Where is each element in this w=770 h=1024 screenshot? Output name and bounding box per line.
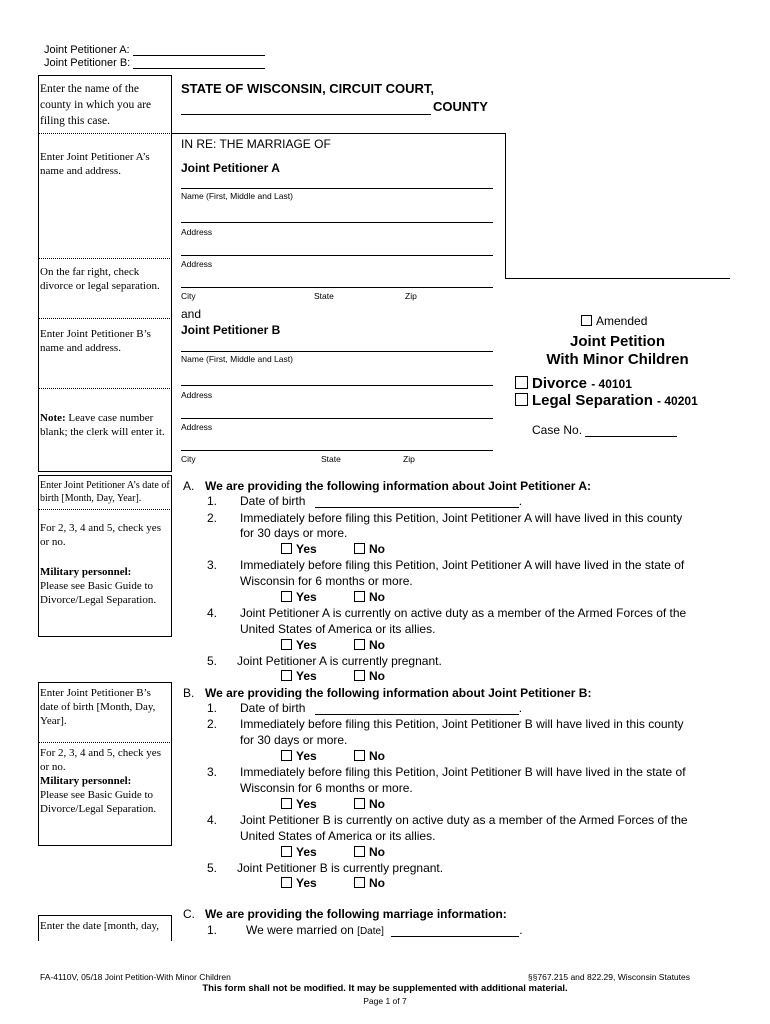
sectionA-item2-line1: Immediately before filing this Petition, Joint Petitioner A will have lived in this county: [240, 511, 683, 525]
no-checkbox[interactable]: [354, 591, 365, 602]
petB-state-label: State: [321, 454, 341, 464]
sectionB-item3-line2: Wisconsin for 6 months or more.: [240, 781, 413, 795]
caption-right-rule: [505, 278, 730, 279]
in-re-label: IN RE: THE MARRIAGE OF: [181, 137, 331, 151]
case-note: [40, 411, 170, 439]
sectionA-item4-num: 4.: [207, 606, 218, 620]
yes-label: Yes: [296, 669, 317, 683]
sectionC-heading: We are providing the following marriage information:: [205, 907, 507, 921]
petA-name-note: Enter Joint Petitioner A’s name and address.: [40, 151, 150, 177]
date-note: Enter the date [month, day,: [40, 920, 160, 932]
amended-checkbox[interactable]: [581, 315, 592, 326]
divorce-code: - 40101: [591, 377, 632, 391]
petA-address1-field[interactable]: [181, 222, 493, 223]
sectionB-item5-num: 5.: [207, 861, 218, 875]
county-note: Enter the name of the county in which you are filing this case.: [40, 83, 152, 127]
petA-military-bold: Military personnel:: [40, 566, 132, 578]
yes-label: Yes: [296, 590, 317, 604]
no-label: No: [369, 876, 385, 890]
form-title-line2: With Minor Children: [546, 351, 689, 368]
yes-checkbox[interactable]: [281, 670, 292, 681]
sectionB-letter: B.: [183, 686, 195, 700]
county-field-line[interactable]: [181, 114, 431, 115]
footer-notice: This form shall not be modified. It may be supplemented with additional material.: [202, 983, 568, 994]
amended-option[interactable]: [581, 314, 647, 328]
legal-separation-option[interactable]: [515, 392, 698, 409]
sectionB-dob-field[interactable]: [315, 703, 519, 715]
sectionA-item4-yes[interactable]: [281, 638, 317, 652]
header-petitioner-a: [44, 44, 265, 56]
sectionB-item3-yes[interactable]: [281, 797, 317, 811]
divorce-checkbox[interactable]: [515, 376, 528, 389]
yes-label: Yes: [296, 749, 317, 763]
header-petitioner-a-field[interactable]: [133, 45, 265, 56]
case-no-field[interactable]: [585, 426, 677, 437]
sectionA-letter: A.: [183, 479, 195, 493]
sectionB-item3-line1: Immediately before filing this Petition, Joint Petitioner B will have lived in the state of: [240, 765, 686, 779]
sectionB-item5-no[interactable]: [354, 876, 385, 890]
petB-dob-note: Enter Joint Petitioner B’s date of birth [Month, Day, Year].: [40, 687, 156, 727]
petA-name-label: Name (First, Middle and Last): [181, 191, 293, 201]
sectionB-item2-no[interactable]: [354, 749, 385, 763]
case-no: [532, 423, 677, 437]
court-title: STATE OF WISCONSIN, CIRCUIT COURT,: [181, 81, 435, 96]
case-note-text: Leave case number blank; the clerk will enter it.: [40, 412, 165, 438]
sectionB-item2-yes[interactable]: [281, 749, 317, 763]
sectionC-item1-num: 1.: [207, 923, 218, 937]
sidebar-divider: [38, 133, 172, 134]
sectionA-item2-line2: for 30 days or more.: [240, 526, 348, 540]
sectionA-item2-num: 2.: [207, 511, 218, 525]
sectionB-item3-no[interactable]: [354, 797, 385, 811]
form-title-line1: Joint Petition: [570, 333, 665, 350]
petB-zip-label: Zip: [403, 454, 415, 464]
sectionB-item4-line2: United States of America or its allies.: [240, 829, 436, 843]
yes-label: Yes: [296, 542, 317, 556]
sectionA-item4-line1: Joint Petitioner A is currently on active duty as a member of the Armed Forces of the: [240, 606, 687, 620]
petB-city-label: City: [181, 454, 196, 464]
sectionC-married: We were married on [Date] .: [246, 923, 523, 937]
no-checkbox[interactable]: [354, 750, 365, 761]
county-label: COUNTY: [433, 99, 488, 114]
sidebar-divider: [38, 318, 172, 319]
no-checkbox[interactable]: [354, 670, 365, 681]
petA-address-divider: [181, 255, 493, 256]
amended-label: Amended: [596, 314, 648, 328]
sectionC-married-label: We were married on: [246, 923, 354, 937]
petA-address2-label: Address: [181, 259, 213, 269]
sectionA-item5-no[interactable]: [354, 669, 385, 683]
petB-address2-field[interactable]: [181, 450, 493, 451]
no-checkbox[interactable]: [354, 798, 365, 809]
sectionB-item2-line1: Immediately before filing this Petition, Joint Petitioner B will have lived in this county: [240, 717, 684, 731]
no-checkbox[interactable]: [354, 877, 365, 888]
header-petitioner-a-label: Joint Petitioner A:: [44, 44, 130, 56]
sectionA-dob-field[interactable]: [315, 496, 519, 508]
sectionA-item3-line1: Immediately before filing this Petition, Joint Petitioner A will have lived in the state of: [240, 558, 685, 572]
marriage-date-field[interactable]: [391, 925, 519, 937]
sidebar-divider: [38, 388, 172, 389]
petB-address1-label: Address: [181, 390, 213, 400]
sectionA-item5-yes[interactable]: [281, 669, 317, 683]
header-petitioner-b-label: Joint Petitioner B:: [44, 57, 131, 69]
sectionA-item2-yes[interactable]: [281, 542, 317, 556]
no-label: No: [369, 797, 385, 811]
sectionA-item5-line1: Joint Petitioner A is currently pregnant.: [237, 654, 442, 668]
sectionA-item3-num: 3.: [207, 558, 218, 572]
divorce-label: Divorce: [532, 375, 588, 392]
petA-state-label: State: [314, 291, 334, 301]
legal-separation-label: Legal Separation: [532, 392, 653, 409]
no-label: No: [369, 845, 385, 859]
yes-label: Yes: [296, 876, 317, 890]
petB-military-text: Please see Basic Guide to Divorce/Legal Separation.: [40, 789, 157, 815]
no-checkbox[interactable]: [354, 639, 365, 650]
sidebar-divider: [38, 742, 172, 743]
petA-military-note: [40, 565, 170, 607]
sectionC-date-hint: [Date]: [357, 926, 384, 937]
sectionB-item4-num: 4.: [207, 813, 218, 827]
petA-address2-field[interactable]: [181, 287, 493, 288]
sectionA-item1-num: 1.: [207, 494, 218, 508]
petB-name-field[interactable]: [181, 351, 493, 352]
petB-address2-label: Address: [181, 422, 213, 432]
petA-name-field[interactable]: [181, 188, 493, 189]
yes-label: Yes: [296, 797, 317, 811]
sectionB-item4-yes[interactable]: [281, 845, 317, 859]
petB-check-note: For 2, 3, 4 and 5, check yes or no.: [40, 747, 161, 773]
yes-checkbox[interactable]: [281, 543, 292, 554]
sectionC-letter: C.: [183, 907, 195, 921]
no-label: No: [369, 749, 385, 763]
sectionA-dob-label: Date of birth: [240, 494, 306, 508]
sectionB-dob-label: Date of birth: [240, 701, 306, 715]
sectionA-heading: We are providing the following information about Joint Petitioner A:: [205, 479, 591, 493]
caption-top-rule: [172, 133, 505, 134]
no-label: No: [369, 590, 385, 604]
petB-address1-field[interactable]: [181, 418, 493, 419]
sectionA-item4-no[interactable]: [354, 638, 385, 652]
sectionB-item2-num: 2.: [207, 717, 218, 731]
petA-military-text: Please see Basic Guide to Divorce/Legal Separation.: [40, 580, 157, 606]
petB-name-note: Enter Joint Petitioner B’s name and address.: [40, 328, 151, 354]
sectionB-item3-num: 3.: [207, 765, 218, 779]
petA-dob-note: Enter Joint Petitioner A’s date of birth [Month, Day, Year].: [40, 480, 170, 504]
petA-check-note: For 2, 3, 4 and 5, check yes or no.: [40, 522, 161, 548]
sidebar-divider: [38, 509, 172, 510]
yes-checkbox[interactable]: [281, 750, 292, 761]
petA-zip-label: Zip: [405, 291, 417, 301]
footer-page-number: Page 1 of 7: [363, 996, 407, 1006]
sectionB-item4-line1: Joint Petitioner B is currently on active duty as a member of the Armed Forces of the: [240, 813, 688, 827]
header-petitioner-b-field[interactable]: [133, 58, 265, 69]
sectionB-heading: We are providing the following information about Joint Petitioner B:: [205, 686, 592, 700]
yes-checkbox[interactable]: [281, 591, 292, 602]
sectionB-item2-line2: for 30 days or more.: [240, 733, 348, 747]
sectionA-dob: Date of birth .: [240, 494, 523, 508]
footer-form-id: FA-4110V, 05/18 Joint Petition-With Minor Children: [40, 972, 231, 982]
and-label: and: [181, 307, 202, 321]
petA-address1-label: Address: [181, 227, 213, 237]
yes-label: Yes: [296, 638, 317, 652]
sectionB-item4-no[interactable]: [354, 845, 385, 859]
case-note-bold: Note:: [40, 412, 66, 424]
petA-city-label: City: [181, 291, 196, 301]
petB-address-divider: [181, 385, 493, 386]
caption-vertical-rule: [505, 133, 506, 278]
header-petitioner-b: [44, 57, 265, 69]
divorce-option[interactable]: [515, 375, 632, 392]
sidebar-divider: [38, 258, 172, 259]
sectionA-item4-line2: United States of America or its allies.: [240, 622, 436, 636]
yes-checkbox[interactable]: [281, 877, 292, 888]
yes-checkbox[interactable]: [281, 639, 292, 650]
sectionB-dob: Date of birth .: [240, 701, 523, 715]
legal-separation-checkbox[interactable]: [515, 393, 528, 406]
sectionB-item5-line1: Joint Petitioner B is currently pregnant.: [237, 861, 444, 875]
sectionA-item3-line2: Wisconsin for 6 months or more.: [240, 574, 413, 588]
petB-military-note: [40, 774, 170, 816]
no-checkbox[interactable]: [354, 543, 365, 554]
yes-label: Yes: [296, 845, 317, 859]
footer-statutes: §§767.215 and 822.29, Wisconsin Statutes: [527, 972, 690, 982]
yes-checkbox[interactable]: [281, 798, 292, 809]
sectionB-item1-num: 1.: [207, 701, 218, 715]
petitioner-a-caption: Joint Petitioner A: [181, 161, 280, 175]
no-label: No: [369, 542, 385, 556]
no-label: No: [369, 669, 385, 683]
sectionA-item3-no[interactable]: [354, 590, 385, 604]
legal-separation-code: - 40201: [657, 394, 698, 408]
sectionA-item5-num: 5.: [207, 654, 218, 668]
sectionB-item5-yes[interactable]: [281, 876, 317, 890]
no-label: No: [369, 638, 385, 652]
sectionA-item3-yes[interactable]: [281, 590, 317, 604]
petB-military-bold: Military personnel:: [40, 775, 132, 787]
no-checkbox[interactable]: [354, 846, 365, 857]
petB-name-label: Name (First, Middle and Last): [181, 354, 293, 364]
yes-checkbox[interactable]: [281, 846, 292, 857]
petitioner-b-caption: Joint Petitioner B: [181, 323, 281, 337]
case-no-label: Case No.: [532, 423, 583, 437]
sectionA-item2-no[interactable]: [354, 542, 385, 556]
check-note: On the far right, check divorce or legal separation.: [40, 266, 160, 292]
